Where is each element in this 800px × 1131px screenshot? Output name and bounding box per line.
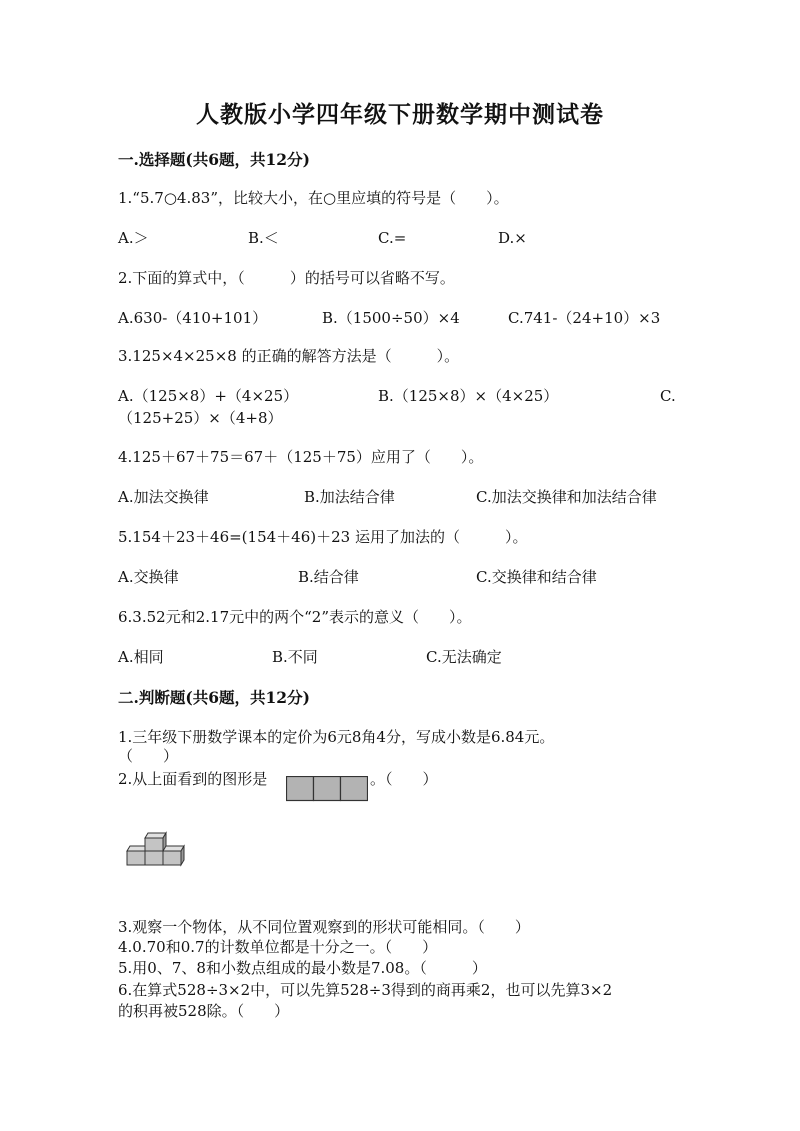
q1-6-option-c: C.无法确定 (426, 648, 502, 666)
question-2-2-prefix: 2.从上面看到的图形是 (118, 770, 268, 788)
q1-2-option-b: B.（1500÷50）×4 (322, 309, 460, 327)
q1-1-option-a: A.＞ (118, 229, 149, 247)
q1-3-option-b: B.（125×8）×（4×25） (378, 387, 559, 405)
q1-4-option-b: B.加法结合律 (304, 488, 395, 506)
question-1-1: 1.“5.7○4.83”，比较大小，在○里应填的符号是（ ）。 (118, 189, 509, 207)
top-view-square-2 (314, 777, 341, 801)
top-view-square-1 (287, 777, 314, 801)
question-1-4: 4.125＋67＋75＝67＋（125＋75）应用了（ ）。 (118, 448, 484, 466)
question-2-2-suffix: 。（ ） (370, 770, 438, 788)
question-1-2: 2.下面的算式中，（ ）的括号可以省略不写。 (118, 269, 455, 287)
section1-heading: 一.选择题(共6题，共12分) (118, 150, 310, 169)
q1-6-option-b: B.不同 (272, 648, 318, 666)
question-2-6-line2: 的积再被528除。（ ） (118, 1002, 290, 1020)
section2-heading: 二.判断题(共6题，共12分) (118, 688, 310, 707)
q1-5-option-c: C.交换律和结合律 (476, 568, 597, 586)
question-2-3: 3.观察一个物体，从不同位置观察到的形状可能相同。（ ） (118, 918, 530, 936)
question-1-5: 5.154＋23＋46=(154＋46)＋23 运用了加法的（ ）。 (118, 528, 528, 546)
page-title: 人教版小学四年级下册数学期中测试卷 (196, 101, 604, 128)
q1-5-option-b: B.结合律 (298, 568, 359, 586)
question-2-1-line1: 1.三年级下册数学课本的定价为6元8角4分，写成小数是6.84元。 (118, 728, 555, 746)
q1-1-option-d: D.× (498, 229, 527, 247)
q1-5-option-a: A.交换律 (118, 568, 179, 586)
q1-3-option-c-label: C. (660, 387, 676, 405)
top-view-square-3 (341, 777, 368, 801)
q1-2-option-c: C.741-（24+10）×3 (508, 309, 661, 327)
q1-2-option-a: A.630-（410+101） (118, 309, 268, 327)
top-view-figure (286, 776, 368, 802)
question-1-3: 3.125×4×25×8 的正确的解答方法是（ ）。 (118, 347, 460, 365)
q1-3-option-a: A.（125×8）+（4×25） (118, 387, 299, 405)
question-2-1-line2: （ ） (118, 747, 179, 765)
q1-1-option-b: B.＜ (248, 229, 279, 247)
question-2-5: 5.用0、7、8和小数点组成的最小数是7.08。（ ） (118, 959, 487, 977)
q1-3-option-c: （125+25）×（4+8） (118, 409, 283, 427)
cube-stack-outline (127, 833, 184, 865)
q1-6-option-a: A.相同 (118, 648, 164, 666)
q1-4-option-a: A.加法交换律 (118, 488, 209, 506)
q1-1-option-c: C.= (378, 229, 407, 247)
question-2-6-line1: 6.在算式528÷3×2中，可以先算528÷3得到的商再乘2，也可以先算3×2 (118, 981, 613, 999)
q1-4-option-c: C.加法交换律和加法结合律 (476, 488, 657, 506)
question-2-4: 4.0.70和0.7的计数单位都是十分之一。（ ） (118, 938, 438, 956)
cube-stack-figure (126, 830, 188, 868)
question-1-6: 6.3.52元和2.17元中的两个“2”表示的意义（ ）。 (118, 608, 472, 626)
